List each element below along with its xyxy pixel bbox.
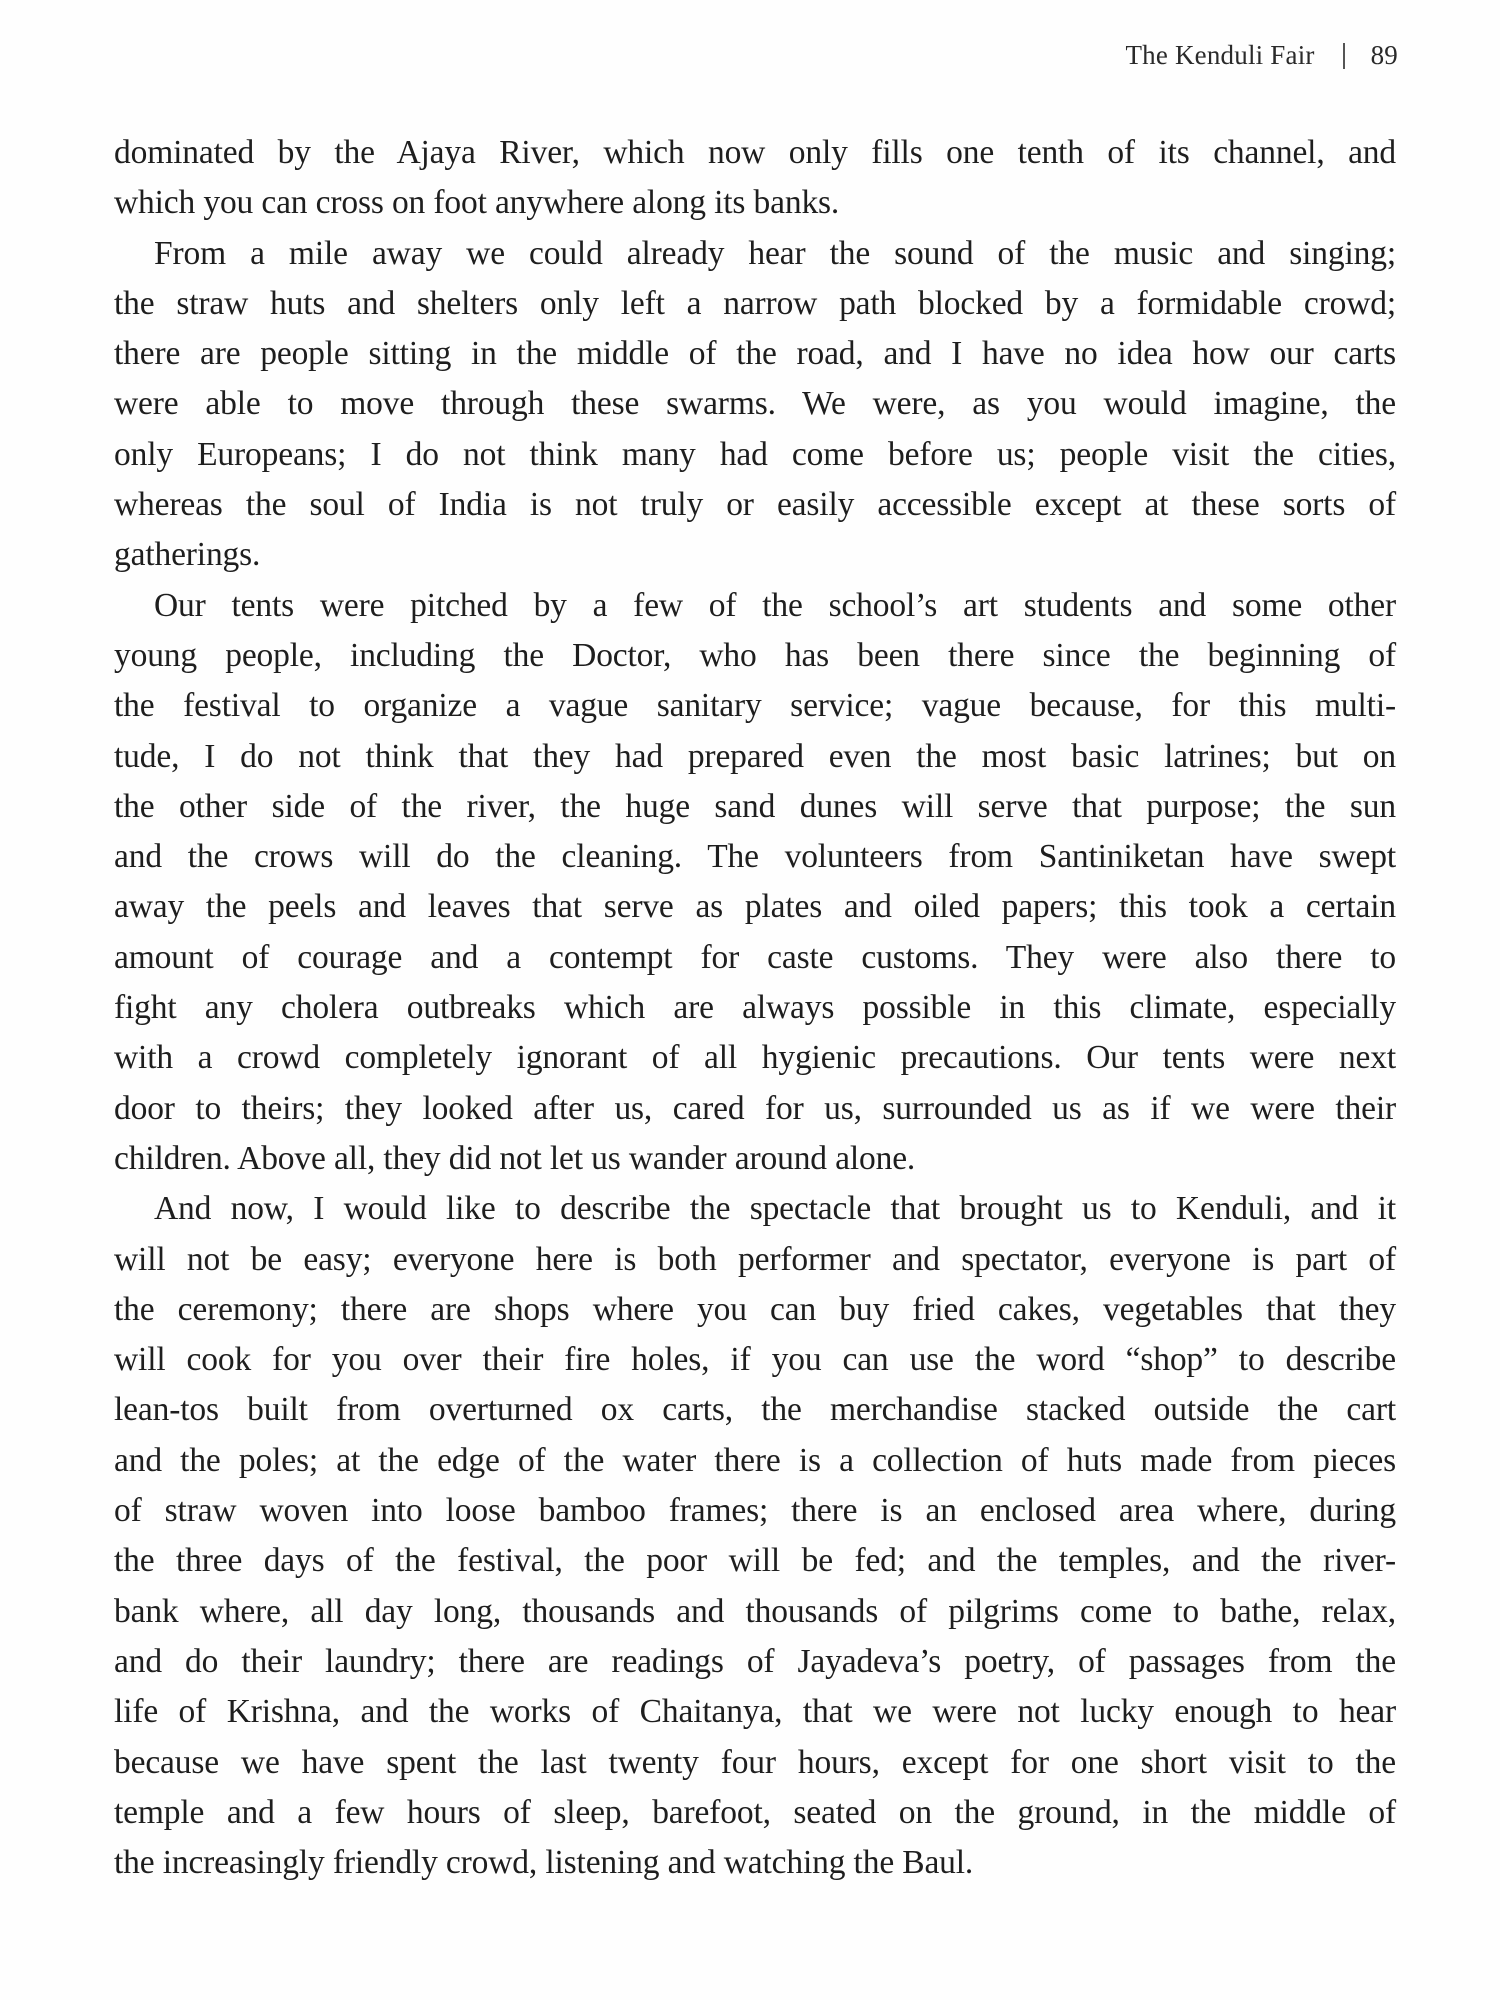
text-line: dominated by the Ajaya River, which now only fills one tenth of its channel, and: [114, 134, 1396, 171]
paragraph-3: [114, 581, 1396, 1185]
text-line: young people, including the Doctor, who has been there since the beginning of: [114, 636, 1396, 674]
text-line: the three days of the festival, the poor will be fed; and the temples, and the river-: [114, 1542, 1396, 1580]
text-line: there are people sitting in the middle of the road, and I have no idea how our carts: [114, 335, 1396, 373]
text-line: life of Krishna, and the works of Chaitanya, that we were not lucky enough to hear: [114, 1693, 1396, 1731]
text-line: lean-tos built from overturned ox carts, the merchandise stacked outside the cart: [114, 1391, 1396, 1429]
text-line: the other side of the river, the huge sand dunes will serve that purpose; the sun: [114, 787, 1396, 825]
text-line: which you can cross on foot anywhere along its banks.: [114, 184, 840, 222]
text-line: will cook for you over their fire holes, if you can use the word “shop” to describe: [114, 1341, 1396, 1379]
text-line: From a mile away we could already hear the sound of the music and singing;: [154, 234, 1396, 272]
text-line: amount of courage and a contempt for caste customs. They were also there to: [114, 938, 1396, 976]
text-line: with a crowd completely ignorant of all hygienic precautions. Our tents were next: [114, 1039, 1396, 1077]
text-line: of straw woven into loose bamboo frames; there is an enclosed area where, during: [114, 1492, 1396, 1530]
text-line: gatherings.: [114, 536, 261, 574]
text-line: Our tents were pitched by a few of the school’s art students and some other: [154, 586, 1396, 624]
text-line: And now, I would like to describe the spectacle that brought us to Kenduli, and it: [154, 1190, 1396, 1228]
text-line: and the poles; at the edge of the water there is a collection of huts made from pieces: [114, 1441, 1396, 1479]
text-line: will not be easy; everyone here is both performer and spectator, everyone is part of: [114, 1240, 1396, 1278]
page-number: 89: [1370, 40, 1398, 70]
text-line: and do their laundry; there are readings of Jayadeva’s poetry, of passages from the: [114, 1642, 1396, 1680]
running-header: [1125, 40, 1398, 71]
paragraph-4: [114, 1184, 1396, 1888]
body-text: [114, 128, 1396, 1888]
text-line: and the crows will do the cleaning. The volunteers from Santiniketan have swept: [114, 838, 1396, 876]
text-line: only Europeans; I do not think many had come before us; people visit the cities,: [114, 435, 1396, 473]
text-line: away the peels and leaves that serve as plates and oiled papers; this took a certain: [114, 888, 1396, 926]
text-line: the ceremony; there are shops where you can buy fried cakes, vegetables that they: [114, 1290, 1396, 1328]
text-line: the straw huts and shelters only left a narrow path blocked by a formidable crowd;: [114, 284, 1396, 322]
text-line: the festival to organize a vague sanitary service; vague because, for this multi-: [114, 687, 1396, 725]
text-line: because we have spent the last twenty four hours, except for one short visit to the: [114, 1743, 1396, 1781]
text-line: fight any cholera outbreaks which are always possible in this climate, especially: [114, 989, 1396, 1027]
text-line: bank where, all day long, thousands and thousands of pilgrims come to bathe, relax,: [114, 1592, 1396, 1630]
text-line: tude, I do not think that they had prepared even the most basic latrines; but on: [114, 737, 1396, 775]
header-separator: [1343, 43, 1345, 69]
text-line: door to theirs; they looked after us, cared for us, surrounded us as if we were their: [114, 1089, 1396, 1127]
text-line: the increasingly friendly crowd, listening and watching the Baul.: [114, 1844, 974, 1882]
text-line: whereas the soul of India is not truly or easily accessible except at these sorts of: [114, 486, 1396, 524]
paragraph-1: [114, 128, 1396, 229]
text-line: temple and a few hours of sleep, barefoot, seated on the ground, in the middle of: [114, 1793, 1396, 1831]
text-line: were able to move through these swarms. We were, as you would imagine, the: [114, 385, 1396, 423]
paragraph-2: [114, 229, 1396, 581]
chapter-title: The Kenduli Fair: [1125, 40, 1315, 70]
text-line: children. Above all, they did not let us wander around alone.: [114, 1139, 916, 1177]
